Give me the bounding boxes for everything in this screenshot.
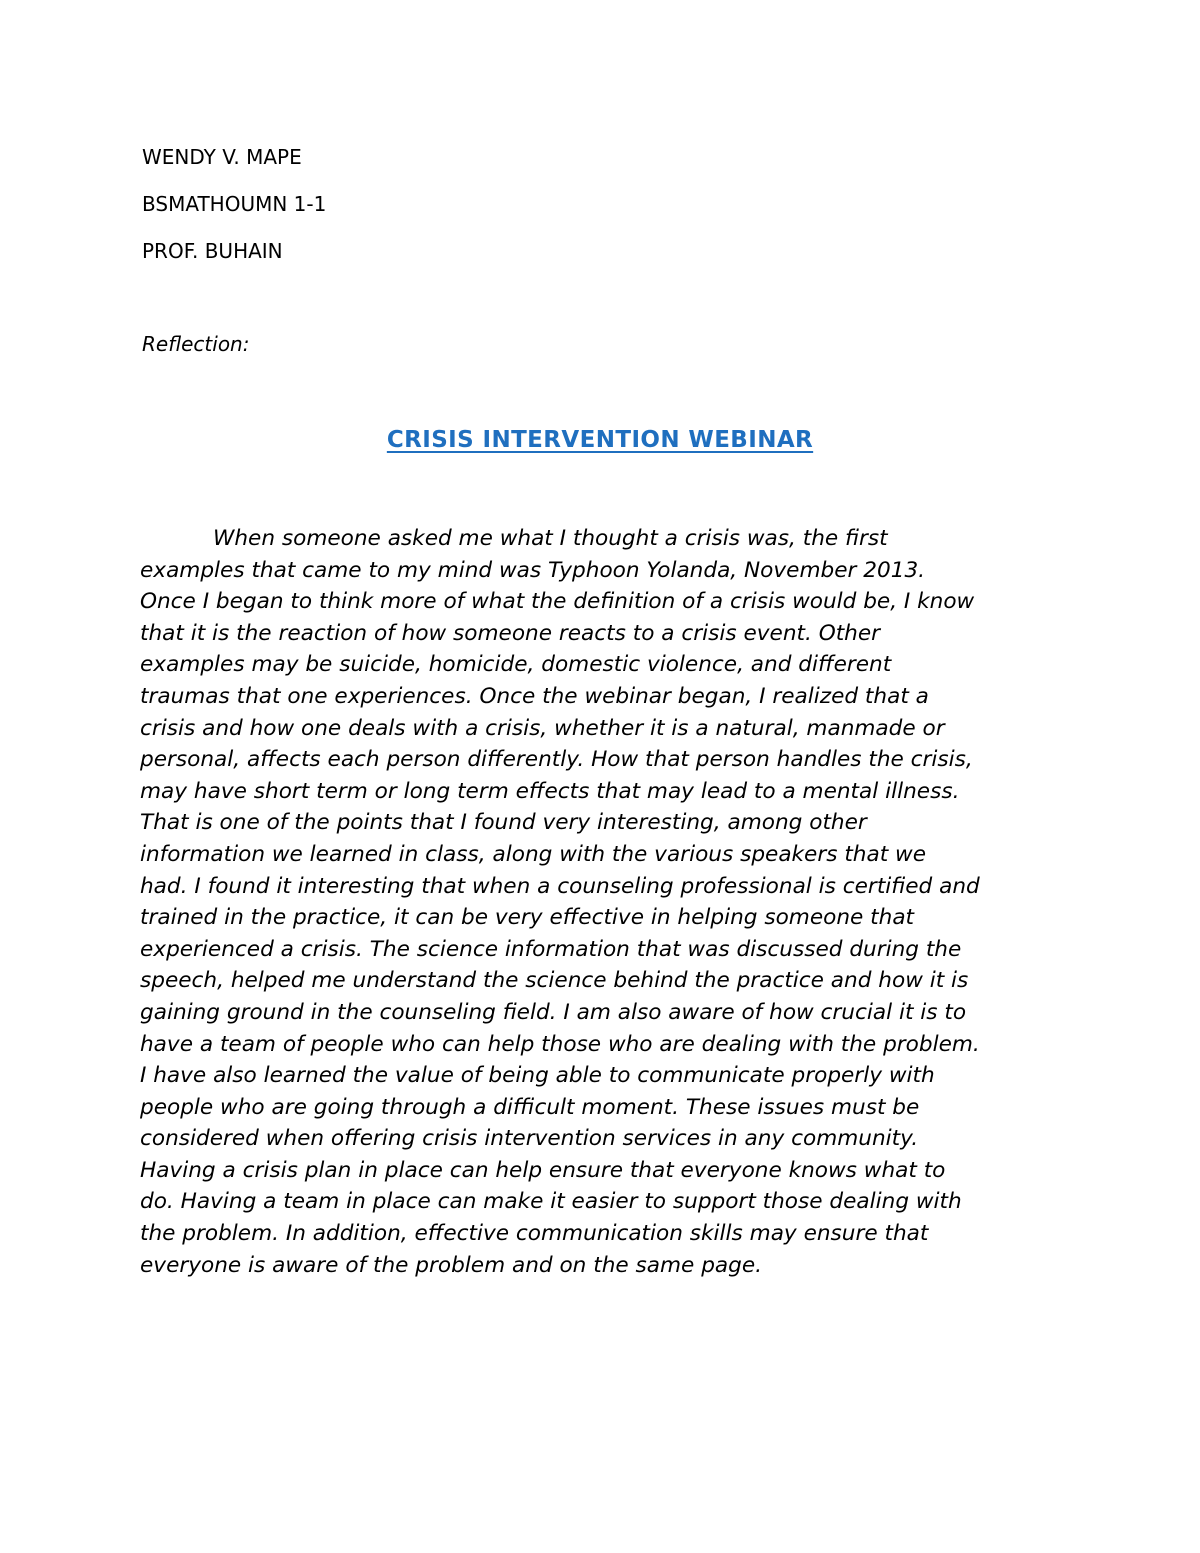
body-line: Once I began to think more of what the definition of a crisis would be, I know (140, 589, 975, 615)
body-line: examples may be suicide, homicide, domestic violence, and different (140, 652, 892, 678)
body-line: have a team of people who can help those who are dealing with the problem. (140, 1031, 980, 1057)
body-line: trained in the practice, it can be very effective in helping someone that (140, 905, 915, 931)
body-line: experienced a crisis. The science information that was discussed during the (140, 936, 962, 962)
student-name: WENDY V. MAPE (142, 145, 302, 169)
reflection-label: Reflection: (142, 332, 250, 356)
body-line: had. I found it interesting that when a counseling professional is certified and (140, 873, 980, 899)
body-line: information we learned in class, along with the various speakers that we (140, 841, 926, 867)
body-line: examples that came to my mind was Typhoon Yolanda, November 2013. (140, 557, 926, 583)
body-line: Having a crisis plan in place can help ensure that everyone knows what to (140, 1157, 946, 1183)
body-line: personal, affects each person differently. How that person handles the crisis, (140, 747, 973, 773)
body-line: crisis and how one deals with a crisis, whether it is a natural, manmade or (140, 715, 945, 741)
body-line: gaining ground in the counseling field. I am also aware of how crucial it is to (140, 999, 967, 1025)
body-line: traumas that one experiences. Once the webinar began, I realized that a (140, 683, 929, 709)
reflection-body (140, 523, 1070, 1281)
body-line: the problem. In addition, effective communication skills may ensure that (140, 1221, 929, 1247)
body-line: That is one of the points that I found very interesting, among other (140, 810, 867, 836)
course-section: BSMATHOUMN 1-1 (142, 192, 327, 216)
document-title-text: CRISIS INTERVENTION WEBINAR (386, 427, 814, 453)
professor-name: PROF. BUHAIN (142, 239, 283, 263)
body-line: may have short term or long term effects that may lead to a mental illness. (140, 778, 960, 804)
body-line: do. Having a team in place can make it easier to support those dealing with (140, 1189, 962, 1215)
body-line: people who are going through a difficult moment. These issues must be (140, 1094, 920, 1120)
document-title (0, 425, 1200, 455)
body-line: considered when offering crisis intervention services in any community. (140, 1126, 919, 1152)
body-line: that it is the reaction of how someone reacts to a crisis event. Other (140, 620, 881, 646)
body-line: everyone is aware of the problem and on the same page. (140, 1252, 763, 1278)
body-line: speech, helped me understand the science behind the practice and how it is (140, 968, 969, 994)
body-line: When someone asked me what I thought a crisis was, the first (213, 526, 888, 551)
body-line: I have also learned the value of being able to communicate properly with (140, 1063, 935, 1089)
